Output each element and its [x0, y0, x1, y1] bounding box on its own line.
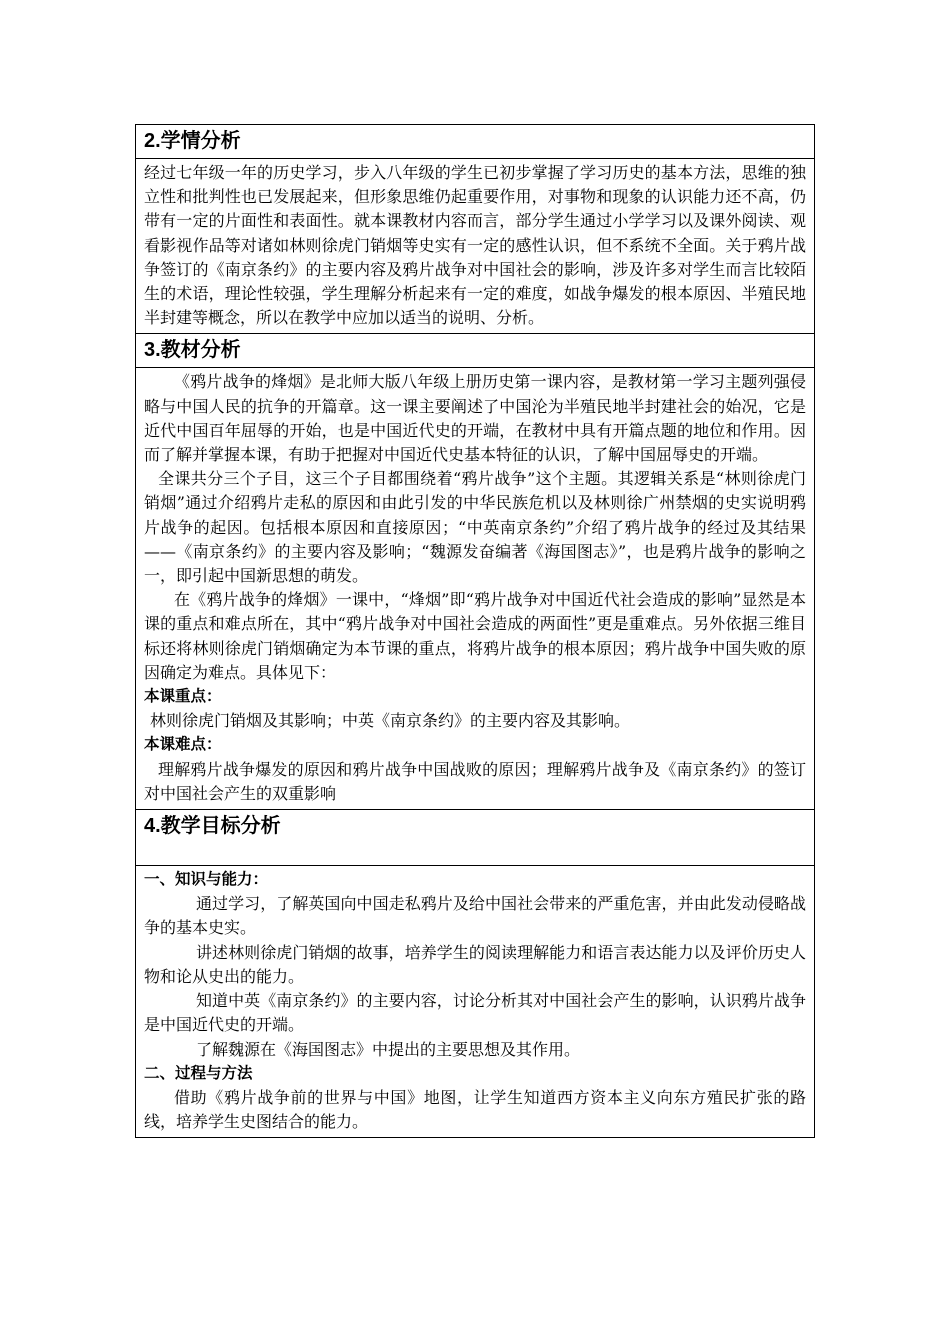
section-2-heading-row: [136, 125, 815, 159]
knowledge-objective-4: 了解魏源在《海国图志》中提出的主要思想及其作用。: [196, 1039, 581, 1059]
knowledge-objective-2: 讲述林则徐虎门销烟的故事，培养学生的阅读理解能力和语言表达能力以及评价历史人物和论从史出的能力。: [144, 942, 806, 986]
section-3-heading-row: [136, 334, 815, 368]
textbook-paragraph-1: 《鸦片战争的烽烟》是北师大版八年级上册历史第一课内容，是教材第一学习主题列强侵略与中国人民的抗争的开篇章。这一课主要阐述了中国沦为半殖民地半封建社会的始况，它是近代中国百年屈辱的开始，也是中国近代史的开端，在教材中具有开篇点题的地位和作用。因而了解并掌握本课，有助于把握对中国近代史基本特征的认识，了解中国屈辱史的开端。: [144, 372, 806, 465]
section-4-body-row: [136, 866, 815, 1138]
textbook-paragraph-2: 全课共分三个子目，这三个子目都围绕着“鸦片战争”这个主题。其逻辑关系是“林则徐虎门销烟”通过介绍鸦片走私的原因和由此引发的中华民族危机以及林则徐广州禁烟的史实说明鸦片战争的起因。包括根本原因和直接原因；“中英南京条约”介绍了鸦片战争的经过及其结果——《南京条约》的主要内容及影响；“魏源发奋编著《海国图志》”，也是鸦片战争的影响之一，即引起中国新思想的萌发。: [144, 469, 806, 586]
section-2-body-row: [136, 159, 815, 334]
section-3-body: [136, 368, 815, 810]
knowledge-objective-3: 知道中英《南京条约》的主要内容，讨论分析其对中国社会产生的影响，认识鸦片战争是中国近代史的开端。: [144, 991, 806, 1035]
knowledge-ability-label: 一、知识与能力：: [144, 871, 269, 889]
section-4-body: [136, 866, 815, 1138]
section-3-body-row: [136, 368, 815, 810]
textbook-paragraph-3: 在《鸦片战争的烽烟》一课中，“烽烟”即“鸦片战争对中国近代社会造成的影响”显然是本课的重点和难点所在，其中“鸦片战争对中国社会造成的两面性”更是重难点。另外依据三维目标还将林则徐虎门销烟确定为本节课的重点，将鸦片战争的根本原因；鸦片战争中国失败的原因确定为难点。具体见下：: [144, 590, 806, 682]
process-method-label: 二、过程与方法: [144, 1064, 253, 1082]
learner-analysis-text: 经过七年级一年的历史学习，步入八年级的学生已初步掌握了学习历史的基本方法，思维的独立性和批判性也已发展起来，但形象思维仍起重要作用，对事物和现象的认识能力还不高，仍带有一定的片面性和表面性。就本课教材内容而言，部分学生通过小学学习以及课外阅读、观看影视作品等对诸如林则徐虎门销烟等史实有一定的感性认识，但不系统不全面。关于鸦片战争签订的《南京条约》的主要内容及鸦片战争对中国社会的影响，涉及许多对学生而言比较陌生的术语，理论性较强，学生理解分析起来有一定的难度，如战争爆发的根本原因、半殖民地半封建等概念，所以在教学中应加以适当的说明、分析。: [144, 163, 806, 328]
lesson-plan-table: [135, 124, 815, 1138]
section-4-heading-row: [136, 810, 815, 866]
difficult-points-text: 理解鸦片战争爆发的原因和鸦片战争中国战败的原因；理解鸦片战争及《南京条约》的签订对中国社会产生的双重影响: [144, 759, 806, 803]
key-points-label: 本课重点：: [144, 688, 222, 706]
knowledge-objective-1: 通过学习，了解英国向中国走私鸦片及给中国社会带来的严重危害，并由此发动侵略战争的基本史实。: [144, 894, 806, 938]
section-4-heading: 4.教学目标分析: [136, 810, 815, 866]
difficult-points-label: 本课难点：: [144, 736, 222, 754]
section-2-body: [136, 159, 815, 334]
section-3-heading: 3.教材分析: [136, 334, 815, 368]
key-points-text: 林则徐虎门销烟及其影响；中英《南京条约》的主要内容及其影响。: [150, 711, 631, 731]
section-2-heading: 2.学情分析: [136, 125, 815, 159]
process-method-text: 借助《鸦片战争前的世界与中国》地图，让学生知道西方资本主义向东方殖民扩张的路线，培养学生史图结合的能力。: [144, 1087, 806, 1132]
